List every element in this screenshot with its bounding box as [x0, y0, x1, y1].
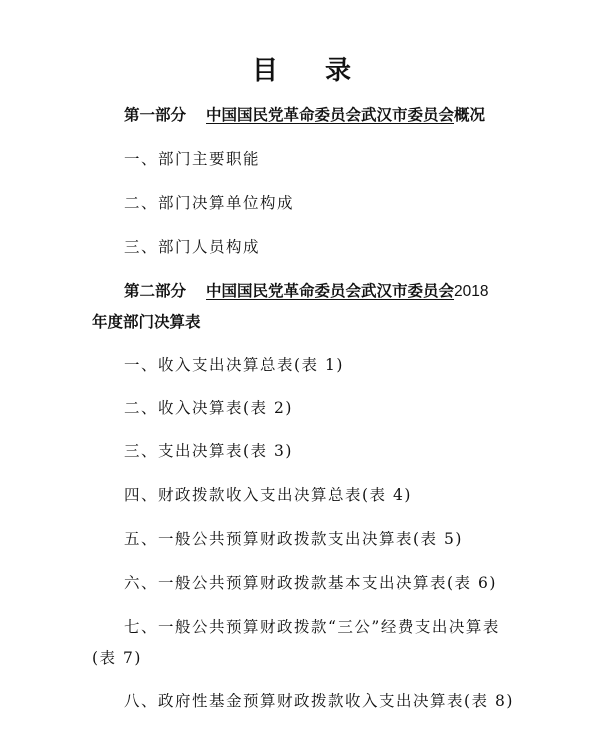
part1-item-2: 二、部门决算单位构成 [124, 194, 295, 212]
part2-year: 2018 [454, 283, 489, 300]
part1-item-1: 一、部门主要职能 [124, 150, 261, 168]
part2-heading-line2: 年度部门决算表 [92, 313, 201, 331]
part2-item-8: 八、政府性基金预算财政拨款收入支出决算表(表 8) [124, 692, 514, 710]
toc-title-char-1: 目 [251, 56, 279, 86]
part2-item-7-continuation: (表 7) [92, 649, 142, 667]
part1-suffix: 概况 [454, 106, 486, 124]
part2-item-7: 七、一般公共预算财政拨款“三公”经费支出决算表 [124, 618, 500, 636]
part2-item-3: 三、支出决算表(表 3) [124, 442, 293, 460]
part1-heading [124, 104, 485, 126]
part2-label: 第二部分 [124, 282, 187, 300]
toc-title-char-2: 录 [325, 56, 353, 86]
part2-item-2: 二、收入决算表(表 2) [124, 399, 293, 417]
part2-item-1: 一、收入支出决算总表(表 1) [124, 356, 344, 374]
part1-item-3: 三、部门人员构成 [124, 238, 261, 256]
part2-org-name: 中国国民党革命委员会武汉市委员会 [206, 282, 455, 300]
part2-item-4: 四、财政拨款收入支出决算总表(表 4) [124, 486, 412, 504]
toc-title [0, 50, 604, 87]
part2-heading [124, 280, 489, 303]
part1-org-name: 中国国民党革命委员会武汉市委员会 [206, 106, 455, 124]
part1-label: 第一部分 [124, 106, 187, 124]
part2-item-6: 六、一般公共预算财政拨款基本支出决算表(表 6) [124, 574, 497, 592]
part2-item-5: 五、一般公共预算财政拨款支出决算表(表 5) [124, 530, 463, 548]
